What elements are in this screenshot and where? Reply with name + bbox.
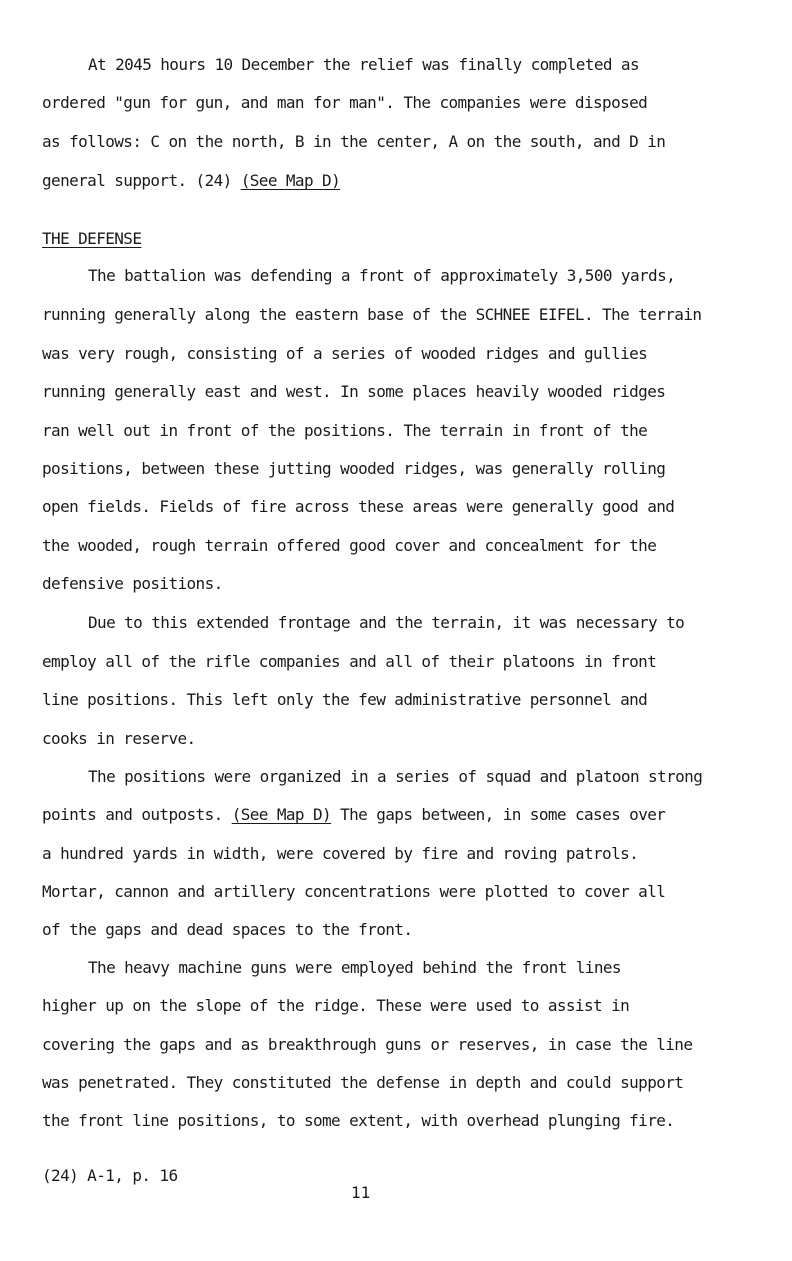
para3-line: employ all of the rifle companies and all of their platoons in front (42, 652, 657, 671)
para2-line: ran well out in front of the positions. The terrain in front of the (42, 421, 648, 440)
para2-line: open fields. Fields of fire across these areas were generally good and (42, 497, 675, 516)
para4-line2-text: The gaps between, in some cases over (331, 805, 666, 824)
para2-line: running generally east and west. In some places heavily wooded ridges (42, 382, 666, 401)
para2-line: the wooded, rough terrain offered good cover and concealment for the (42, 536, 657, 555)
para1-line1: At 2045 hours 10 December the relief was finally completed as (88, 55, 640, 74)
section-heading: THE DEFENSE (42, 229, 142, 248)
para5-line: higher up on the slope of the ridge. These were used to assist in (42, 996, 630, 1015)
para1-line4-text: general support. (24) (42, 171, 241, 190)
para4-line2 (42, 805, 665, 825)
para5-line: was penetrated. They constituted the defense in depth and could support (42, 1073, 684, 1092)
para2-line: positions, between these jutting wooded ridges, was generally rolling (42, 459, 666, 478)
para5-line: the front line positions, to some extent, with overhead plunging fire. (42, 1111, 675, 1130)
para1-line2: ordered "gun for gun, and man for man". The companies were disposed (42, 93, 648, 112)
para5-line: The heavy machine guns were employed behind the front lines (88, 958, 621, 977)
para2-line: running generally along the eastern base of the SCHNEE EIFEL. The terrain (42, 305, 702, 324)
para5-line: covering the gaps and as breakthrough guns or reserves, in case the line (42, 1035, 693, 1054)
para1-line3: as follows: C on the north, B in the center, A on the south, and D in (42, 132, 666, 151)
para2-line: The battalion was defending a front of approximately 3,500 yards, (88, 266, 676, 285)
para2-line: was very rough, consisting of a series of wooded ridges and gullies (42, 344, 648, 363)
para4-line2-text: points and outposts. (42, 805, 232, 824)
para3-line: line positions. This left only the few administrative personnel and (42, 690, 648, 709)
para4-line5: of the gaps and dead spaces to the front. (42, 920, 413, 939)
footnote: (24) A-1, p. 16 (42, 1166, 178, 1185)
para1-line4 (42, 171, 340, 191)
map-reference: (See Map D) (240, 171, 341, 190)
para4-line1: The positions were organized in a series of squad and platoon strong (88, 767, 703, 786)
para4-line4: Mortar, cannon and artillery concentrations were plotted to cover all (42, 882, 666, 901)
para4-line3: a hundred yards in width, were covered by fire and roving patrols. (42, 844, 639, 863)
para2-line: defensive positions. (42, 574, 223, 593)
map-reference: (See Map D) (231, 805, 332, 824)
page-number: 11 (351, 1183, 371, 1202)
para3-line: Due to this extended frontage and the terrain, it was necessary to (88, 613, 685, 632)
para3-line: cooks in reserve. (42, 729, 196, 748)
